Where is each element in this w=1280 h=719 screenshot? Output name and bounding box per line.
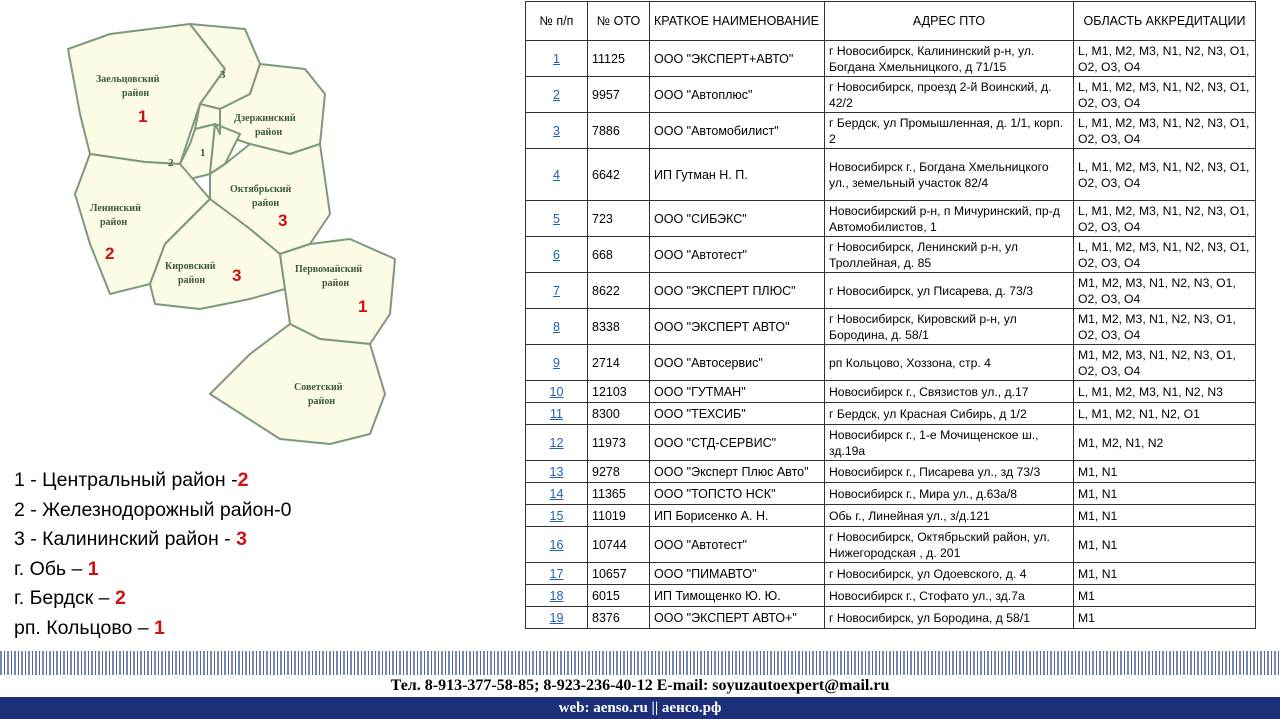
- row-short-name: ООО "Автосервис": [650, 345, 825, 381]
- row-scope: L, M1, M2, M3, N1, N2, N3, O1, O2, O3, O4: [1074, 149, 1256, 201]
- row-index-link[interactable]: 1: [553, 51, 560, 66]
- districts-map: [50, 14, 450, 454]
- row-oto-number: 6015: [588, 585, 650, 607]
- row-scope: M1, M2, M3, N1, N2, N3, O1, O2, O3, O4: [1074, 273, 1256, 309]
- row-scope: M1, M2, M3, N1, N2, N3, O1, O2, O3, O4: [1074, 309, 1256, 345]
- legend-text: г. Бердск –: [14, 587, 115, 609]
- row-address: Новосибирск г., Связистов ул., д.17: [825, 381, 1074, 403]
- table-row: [526, 505, 1256, 527]
- table-row: [526, 483, 1256, 505]
- map-label-zaeltsovsky-2: район: [122, 88, 150, 99]
- row-short-name: ООО "СИБЭКС": [650, 201, 825, 237]
- row-index-cell: [526, 345, 588, 381]
- legend-item: [14, 584, 291, 614]
- map-label-oktyabrsky-2: район: [252, 198, 280, 209]
- row-oto-number: 9957: [588, 77, 650, 113]
- row-address: г Новосибирск, Ленинский р-н, ул Троллейная, д. 85: [825, 237, 1074, 273]
- row-index-cell: [526, 41, 588, 77]
- row-address: Обь г., Линейная ул., з/д.121: [825, 505, 1074, 527]
- row-oto-number: 723: [588, 201, 650, 237]
- row-index-link[interactable]: 7: [553, 283, 560, 298]
- table-row: [526, 309, 1256, 345]
- row-index-cell: [526, 527, 588, 563]
- row-address: г Бердск, ул Промышленная, д. 1/1, корп. 2: [825, 113, 1074, 149]
- table-row: [526, 381, 1256, 403]
- row-index-link[interactable]: 3: [553, 123, 560, 138]
- legend-text: 2 - Железнодорожный район-0: [14, 498, 292, 521]
- row-address: г Новосибирск, проезд 2-й Воинский, д. 42/2: [825, 77, 1074, 113]
- row-index-link[interactable]: 16: [549, 537, 564, 552]
- district-legend: [14, 466, 291, 643]
- row-short-name: ООО "ЭКСПЕРТ АВТО": [650, 309, 825, 345]
- legend-text: г. Обь –: [14, 557, 88, 580]
- row-index-link[interactable]: 9: [553, 355, 560, 370]
- row-short-name: ООО "ПИМАВТО": [650, 563, 825, 585]
- row-index-link[interactable]: 8: [553, 319, 560, 334]
- map-count-leninsky: 2: [105, 244, 115, 263]
- row-scope: M1, N1: [1074, 461, 1256, 483]
- row-index-link[interactable]: 18: [549, 588, 564, 603]
- row-index-cell: [526, 425, 588, 461]
- row-index-link[interactable]: 10: [549, 384, 564, 399]
- map-count-pervomaisky: 1: [358, 297, 368, 316]
- table-row: [526, 201, 1256, 237]
- row-address: Новосибирск г., 1-е Мочищенское ш., зд.19а: [825, 425, 1074, 461]
- row-index-cell: [526, 607, 588, 629]
- row-oto-number: 8376: [588, 607, 650, 629]
- row-oto-number: 10657: [588, 563, 650, 585]
- pto-table: [525, 1, 1256, 629]
- legend-item: [14, 555, 291, 585]
- legend-count: 1: [154, 616, 165, 639]
- row-short-name: ООО "ЭКСПЕРТ АВТО+": [650, 607, 825, 629]
- row-address: г Новосибирск, Октябрьский район, ул. Нижегородская , д. 201: [825, 527, 1074, 563]
- row-short-name: ООО "Автоплюс": [650, 77, 825, 113]
- row-index-cell: [526, 273, 588, 309]
- row-index-cell: [526, 77, 588, 113]
- table-row: [526, 585, 1256, 607]
- legend-text: 1 - Центральный район -: [14, 469, 238, 491]
- row-address: рп Кольцово, Хоззона, стр. 4: [825, 345, 1074, 381]
- header-name: КРАТКОЕ НАИМЕНОВАНИЕ: [650, 2, 825, 41]
- row-address: Новосибирск г., Стофато ул., зд.7а: [825, 585, 1074, 607]
- row-address: г Новосибирск, Калининский р-н, ул. Богдана Хмельницкого, д 71/15: [825, 41, 1074, 77]
- map-label-dzerzhinsky: Дзержинский: [234, 113, 296, 124]
- map-small-label-3: 3: [220, 69, 226, 81]
- legend-count: 2: [114, 587, 126, 609]
- pto-table-container: [525, 1, 1256, 629]
- row-short-name: ИП Борисенко А. Н.: [650, 505, 825, 527]
- map-label-sovetsky: Советский: [294, 382, 343, 393]
- row-oto-number: 8622: [588, 273, 650, 309]
- row-short-name: ООО "Автомобилист": [650, 113, 825, 149]
- row-index-link[interactable]: 11: [550, 406, 563, 421]
- map-label-kirovsky-2: район: [178, 275, 206, 286]
- row-index-link[interactable]: 5: [553, 211, 560, 226]
- row-index-link[interactable]: 2: [553, 87, 560, 102]
- legend-item: [14, 466, 291, 496]
- row-index-cell: [526, 149, 588, 201]
- row-scope: M1, M2, N1, N2: [1074, 425, 1256, 461]
- table-row: [526, 461, 1256, 483]
- row-address: г Новосибирск, Кировский р-н, ул Бородина, д. 58/1: [825, 309, 1074, 345]
- row-oto-number: 11973: [588, 425, 650, 461]
- table-row: [526, 41, 1256, 77]
- contact-info: Тел. 8-913-377-58-85; 8-923-236-40-12 E-mail: soyuzautoexpert@mail.ru: [390, 677, 890, 694]
- header-index: № п/п: [526, 2, 588, 41]
- row-oto-number: 2714: [588, 345, 650, 381]
- map-count-kirovsky: 3: [232, 266, 242, 285]
- legend-item: [14, 614, 291, 644]
- footer: [0, 651, 1280, 719]
- row-short-name: ИП Гутман Н. П.: [650, 149, 825, 201]
- row-index-cell: [526, 505, 588, 527]
- map-small-label-2: 2: [168, 157, 174, 169]
- row-oto-number: 7886: [588, 113, 650, 149]
- map-label-dzerzhinsky-2: район: [255, 127, 283, 138]
- map-label-sovetsky-2: район: [308, 396, 336, 407]
- map-label-pervomaisky: Первомайский: [295, 264, 363, 275]
- table-row: [526, 563, 1256, 585]
- row-oto-number: 11125: [588, 41, 650, 77]
- row-scope: L, M1, M2, M3, N1, N2, N3: [1074, 381, 1256, 403]
- row-address: г Новосибирск, ул Писарева, д. 73/3: [825, 273, 1074, 309]
- row-index-cell: [526, 403, 588, 425]
- table-row: [526, 425, 1256, 461]
- row-oto-number: 6642: [588, 149, 650, 201]
- row-scope: L, M1, M2, M3, N1, N2, N3, O1, O2, O3, O4: [1074, 113, 1256, 149]
- legend-item: [14, 525, 291, 555]
- row-short-name: ООО "ТОПСТО НСК": [650, 483, 825, 505]
- row-short-name: ООО "ГУТМАН": [650, 381, 825, 403]
- row-oto-number: 11019: [588, 505, 650, 527]
- row-short-name: ООО "ЭКСПЕРТ ПЛЮС": [650, 273, 825, 309]
- web-links[interactable]: web: aenso.ru || аенсо.рф: [558, 700, 722, 716]
- row-oto-number: 12103: [588, 381, 650, 403]
- row-scope: L, M1, M2, M3, N1, N2, N3, O1, O2, O3, O4: [1074, 237, 1256, 273]
- row-address: г Новосибирск, ул Одоевского, д. 4: [825, 563, 1074, 585]
- row-address: Новосибирск г., Мира ул., д.63а/8: [825, 483, 1074, 505]
- web-bar: [0, 697, 1280, 719]
- row-short-name: ООО "Автотест": [650, 237, 825, 273]
- row-scope: M1: [1074, 607, 1256, 629]
- map-label-pervomaisky-2: район: [322, 278, 350, 289]
- legend-count: 1: [87, 557, 99, 580]
- row-index-cell: [526, 563, 588, 585]
- row-index-link[interactable]: 17: [549, 566, 564, 581]
- row-index-cell: [526, 309, 588, 345]
- row-scope: L, M1, M2, M3, N1, N2, N3, O1, O2, O3, O4: [1074, 201, 1256, 237]
- row-index-cell: [526, 381, 588, 403]
- row-oto-number: 668: [588, 237, 650, 273]
- row-address: Новосибирск г., Богдана Хмельницкого ул., земельный участок 82/4: [825, 149, 1074, 201]
- map-label-kirovsky: Кировский: [165, 261, 216, 272]
- table-header-row: [526, 2, 1256, 41]
- legend-count: 2: [237, 469, 249, 491]
- table-row: [526, 237, 1256, 273]
- table-row: [526, 273, 1256, 309]
- map-label-oktyabrsky: Октябрьский: [230, 184, 292, 195]
- row-short-name: ООО "ЭКСПЕРТ+АВТО": [650, 41, 825, 77]
- map-label-leninsky: Ленинский: [90, 203, 141, 214]
- table-row: [526, 403, 1256, 425]
- table-row: [526, 77, 1256, 113]
- row-address: г Новосибирск, ул Бородина, д 58/1: [825, 607, 1074, 629]
- row-scope: M1, N1: [1074, 527, 1256, 563]
- row-short-name: ООО "Автотест": [650, 527, 825, 563]
- row-oto-number: 11365: [588, 483, 650, 505]
- row-scope: L, M1, M2, M3, N1, N2, N3, O1, O2, O3, O4: [1074, 41, 1256, 77]
- map-count-zaeltsovsky: 1: [138, 107, 148, 126]
- legend-text: 3 - Калининский район -: [14, 528, 237, 550]
- row-oto-number: 10744: [588, 527, 650, 563]
- row-index-cell: [526, 237, 588, 273]
- map-small-label-1: 1: [200, 147, 206, 159]
- table-row: [526, 345, 1256, 381]
- row-index-cell: [526, 585, 588, 607]
- row-short-name: ООО "ТЕХСИБ": [650, 403, 825, 425]
- header-oto: № ОТО: [588, 2, 650, 41]
- row-scope: M1: [1074, 585, 1256, 607]
- row-short-name: ООО "Эксперт Плюс Авто": [650, 461, 825, 483]
- row-oto-number: 9278: [588, 461, 650, 483]
- row-index-link[interactable]: 13: [549, 464, 564, 479]
- row-index-link[interactable]: 15: [549, 508, 564, 523]
- row-scope: M1, N1: [1074, 505, 1256, 527]
- map-label-leninsky-2: район: [100, 217, 128, 228]
- table-row: [526, 149, 1256, 201]
- legend-text: рп. Кольцово –: [14, 616, 155, 639]
- row-scope: M1, M2, M3, N1, N2, N3, O1, O2, O3, O4: [1074, 345, 1256, 381]
- decorative-stripes: [0, 651, 1280, 675]
- row-oto-number: 8338: [588, 309, 650, 345]
- row-scope: L, M1, M2, M3, N1, N2, N3, O1, O2, O3, O4: [1074, 77, 1256, 113]
- row-index-cell: [526, 483, 588, 505]
- row-short-name: ООО "СТД-СЕРВИС": [650, 425, 825, 461]
- map-count-oktyabrsky: 3: [278, 211, 288, 230]
- row-index-link[interactable]: 19: [549, 610, 564, 625]
- row-index-link[interactable]: 6: [553, 247, 560, 262]
- table-row: [526, 113, 1256, 149]
- row-index-cell: [526, 461, 588, 483]
- row-address: г Бердск, ул Красная Сибирь, д 1/2: [825, 403, 1074, 425]
- row-address: Новосибирский р-н, п Мичуринский, пр-д Автомобилистов, 1: [825, 201, 1074, 237]
- row-scope: M1, N1: [1074, 563, 1256, 585]
- table-row: [526, 527, 1256, 563]
- row-index-link[interactable]: 4: [553, 167, 560, 182]
- row-index-cell: [526, 201, 588, 237]
- row-index-link[interactable]: 12: [549, 435, 564, 450]
- row-scope: L, M1, M2, N1, N2, O1: [1074, 403, 1256, 425]
- row-address: Новосибирск г., Писарева ул., зд 73/3: [825, 461, 1074, 483]
- header-scope: ОБЛАСТЬ АККРЕДИТАЦИИ: [1074, 2, 1256, 41]
- header-address: АДРЕС ПТО: [825, 2, 1074, 41]
- map-label-zaeltsovsky: Заельцовский: [96, 74, 160, 85]
- row-scope: M1, N1: [1074, 483, 1256, 505]
- table-row: [526, 607, 1256, 629]
- row-short-name: ИП Тимощенко Ю. Ю.: [650, 585, 825, 607]
- row-oto-number: 8300: [588, 403, 650, 425]
- row-index-cell: [526, 113, 588, 149]
- legend-count: 3: [236, 528, 247, 550]
- row-index-link[interactable]: 14: [549, 486, 564, 501]
- legend-item: [14, 496, 291, 526]
- table-body: [526, 41, 1256, 629]
